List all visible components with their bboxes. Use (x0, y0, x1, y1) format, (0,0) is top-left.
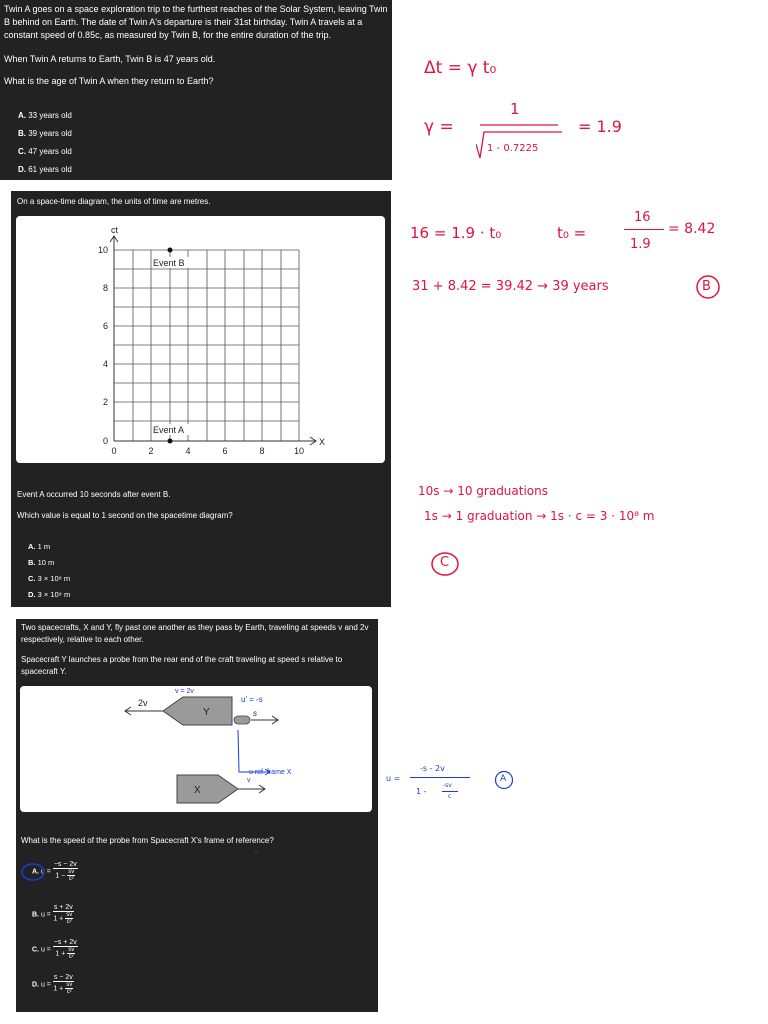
blue-formula-bar (410, 777, 470, 778)
inner-numerator: sv (68, 947, 75, 953)
inner-numerator: sv (66, 912, 73, 918)
option-fraction (53, 974, 74, 995)
inner-denominator: c² (68, 876, 74, 882)
fraction-numerator: −s + 2v (53, 939, 77, 946)
option-lhs: u = (40, 981, 51, 989)
option-text: 3 × 10⁹ m (37, 590, 71, 599)
denominator-fraction (67, 869, 75, 882)
red-answer-2: C (440, 555, 450, 570)
fraction-denominator (53, 869, 78, 882)
x-axis-label: X (319, 437, 326, 447)
blue-answer: A (500, 774, 507, 784)
option-text: 47 years old (28, 147, 72, 156)
q1-option-b[interactable] (18, 129, 72, 138)
spacecraft-y-label: Y (203, 707, 210, 718)
q2-intro: On a space-time diagram, the units of time are metres. (17, 197, 211, 206)
denominator-fraction (67, 947, 75, 960)
denominator-one: 1 + (55, 950, 66, 958)
spacecraft-y (163, 697, 232, 725)
x-tick-4: 4 (185, 446, 191, 456)
q3-paragraph: Two spacecrafts, X and Y, fly past one another as they pass by Earth, traveling at speeds v and 2v respectively, relative to each other. (21, 623, 369, 644)
spacecraft-diagram (20, 686, 372, 812)
option-text: 61 years old (28, 165, 72, 174)
y-tick-4: 4 (102, 359, 108, 369)
y-tick-0: 0 (102, 436, 108, 446)
blue-formula-lhs: u = (386, 774, 401, 783)
option-fraction (53, 904, 74, 925)
probe-speed-label: s (253, 709, 257, 718)
red-t0-value: = 8.42 (668, 221, 716, 237)
q2-option-b[interactable] (28, 558, 54, 567)
probe (234, 716, 250, 724)
denominator-one: 1 + (53, 915, 64, 923)
q1-question: What is the age of Twin A when they return to Earth? (4, 76, 214, 86)
option-fraction (53, 861, 78, 882)
blue-v-2v: v = 2v (175, 688, 194, 695)
blue-u-small: u (254, 848, 258, 855)
blue-ref-frame: u ref. frame X (249, 769, 292, 776)
fraction-numerator: s − 2v (53, 974, 73, 981)
fraction-numerator: −s − 2v (53, 861, 77, 868)
blue-formula-den-num: -sv (443, 782, 452, 789)
red-t0-denominator: 1.9 (630, 237, 651, 252)
x-tick-6: 6 (222, 446, 228, 456)
inner-denominator: c² (68, 954, 74, 960)
option-letter: A. (18, 111, 26, 120)
red-gamma-value: = 1.9 (578, 117, 622, 136)
q2-option-a[interactable] (28, 542, 50, 551)
option-letter: B. (32, 911, 39, 919)
y-tick-labels (98, 245, 108, 446)
red-gamma-radical (476, 122, 566, 162)
fraction-denominator (53, 982, 74, 995)
blue-formula-den-bar (442, 791, 458, 792)
y-tick-8: 8 (102, 283, 108, 293)
answer-circle-a (20, 862, 46, 882)
red-answer-1: B (702, 279, 711, 294)
q3-option-d[interactable] (32, 974, 74, 995)
option-letter: A. (28, 542, 36, 551)
q3-option-b[interactable] (32, 904, 74, 925)
spacecraft-x (177, 775, 238, 803)
grid (114, 250, 299, 441)
denominator-one: 1 + (53, 985, 64, 993)
blue-formula-den-one: 1 - (416, 787, 427, 796)
option-letter: D. (32, 981, 39, 989)
option-text: 10 m (37, 558, 55, 567)
red-proper-time-eq: 16 = 1.9 · t₀ (410, 224, 502, 242)
x-tick-8: 8 (259, 446, 265, 456)
fraction-numerator: s + 2v (53, 904, 73, 911)
blue-formula-den-den: c (448, 793, 452, 800)
q2-option-d[interactable] (28, 590, 70, 599)
event-a-label: Event A (153, 425, 185, 435)
inner-numerator: sv (66, 982, 73, 988)
q1-option-d[interactable] (18, 165, 72, 174)
question-1-panel (0, 0, 392, 180)
q1-option-c[interactable] (18, 147, 72, 156)
spacecraft-diagram-card (20, 686, 372, 812)
blue-u-prime: u' = -s (241, 695, 263, 704)
y-tick-6: 6 (102, 321, 108, 331)
option-text: 1 m (37, 542, 51, 551)
option-letter: C. (18, 147, 26, 156)
red-gamma-denominator: 1 - 0.7225 (487, 143, 539, 154)
option-letter: D. (28, 590, 36, 599)
option-lhs: u = (40, 911, 51, 919)
blue-v: v (247, 777, 251, 784)
option-letter: C. (32, 946, 39, 954)
question-2-panel (11, 191, 391, 607)
denominator-fraction (65, 912, 73, 925)
option-letter: B. (28, 558, 36, 567)
red-t0-numerator: 16 (634, 210, 651, 225)
blue-formula-numerator: -s - 2v (420, 764, 445, 773)
option-letter: C. (28, 574, 36, 583)
option-letter: D. (18, 165, 26, 174)
x-tick-labels (111, 446, 304, 456)
x-tick-0: 0 (111, 446, 117, 456)
option-lhs: u = (40, 868, 51, 876)
inner-denominator: c² (66, 989, 72, 995)
option-lhs: u = (40, 946, 51, 954)
reference-frame-sketch (238, 730, 246, 772)
q3-option-c[interactable] (32, 939, 78, 960)
red-t0-lhs: t₀ = (557, 224, 587, 242)
spacecraft-x-label: X (194, 785, 201, 796)
inner-denominator: c² (66, 919, 72, 925)
option-text: 3 × 10⁸ m (37, 574, 71, 583)
option-letter: B. (18, 129, 26, 138)
q2-question: Which value is equal to 1 second on the spacetime diagram? (17, 511, 233, 520)
red-gamma-lhs: γ = (424, 117, 454, 137)
red-graduations-10: 10s → 10 graduations (418, 484, 549, 498)
option-text: 33 years old (28, 111, 72, 120)
q3-question: What is the speed of the probe from Spacecraft X's frame of reference? (21, 836, 274, 845)
q2-statement: Event A occurred 10 seconds after event B. (17, 490, 171, 499)
option-letter: A. (32, 868, 39, 876)
y-tick-2: 2 (102, 397, 108, 407)
denominator-fraction (65, 982, 73, 995)
option-text: 39 years old (28, 129, 72, 138)
question-3-panel (16, 619, 378, 1012)
spacetime-diagram-card (16, 216, 385, 463)
q1-given: When Twin A returns to Earth, Twin B is 47 years old. (4, 54, 216, 64)
y-tick-10: 10 (97, 245, 108, 255)
red-gamma-numerator: 1 (510, 100, 520, 118)
option-fraction (53, 939, 78, 960)
q2-option-c[interactable] (28, 574, 70, 583)
q1-paragraph: Twin A goes on a space exploration trip to the furthest reaches of the Solar System, leaving Twin B behind on Earth. The date of Twin A's departure is their 31st birthday. Twin A travels at a constant speed of 0.85c, as measured by Twin B, for the entire duration of the trip. (4, 4, 388, 40)
spacetime-diagram (16, 216, 385, 463)
q3-paragraph-2: Spacecraft Y launches a probe from the rear end of the craft traveling at speed s relative to spacecraft Y. (21, 655, 343, 676)
red-graduations-1: 1s → 1 graduation → 1s · c = 3 · 10⁸ m (424, 509, 655, 523)
red-age-sum: 31 + 8.42 = 39.42 → 39 years (412, 279, 609, 294)
ct-axis-label: ct (111, 225, 119, 235)
x-tick-2: 2 (148, 446, 154, 456)
red-time-dilation-eq: Δt = γ t₀ (424, 58, 497, 78)
axes (110, 236, 316, 445)
red-t0-fraction-bar (624, 229, 664, 230)
fraction-denominator (53, 947, 78, 960)
denominator-one: 1 − (55, 872, 66, 880)
event-b-label: Event B (153, 258, 185, 268)
x-tick-10: 10 (293, 446, 305, 456)
q1-option-a[interactable] (18, 111, 72, 120)
event-b-point (168, 248, 173, 253)
event-a-point (168, 439, 173, 444)
speed-label: 2v (138, 698, 148, 708)
inner-numerator: sv (68, 869, 75, 875)
fraction-denominator (53, 912, 74, 925)
